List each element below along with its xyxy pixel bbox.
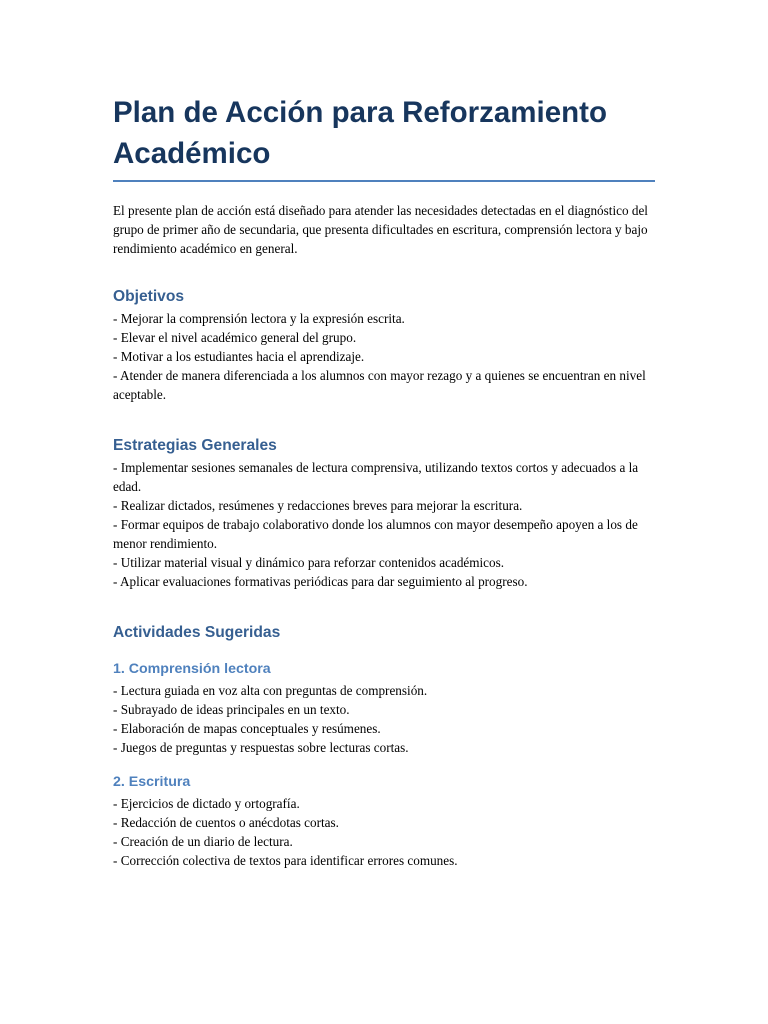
section-heading-actividades: Actividades Sugeridas: [113, 624, 281, 641]
list-item: - Lectura guiada en voz alta con preguntas de comprensión.: [113, 683, 428, 698]
subsection-comprension: [113, 659, 655, 757]
list-item: - Atender de manera diferenciada a los alumnos con mayor rezago y a quienes se encuentran en nivel aceptable.: [113, 368, 646, 402]
list-item: - Implementar sesiones semanales de lectura comprensiva, utilizando textos cortos y adecuados a la edad.: [113, 460, 639, 494]
list-item: - Elaboración de mapas conceptuales y resúmenes.: [113, 721, 381, 736]
list-item: - Corrección colectiva de textos para identificar errores comunes.: [113, 853, 458, 868]
section-heading-estrategias: Estrategias Generales: [113, 437, 277, 454]
objetivos-list: [113, 309, 655, 404]
subsection-heading-comprension: 1. Comprensión lectora: [113, 661, 271, 677]
section-heading-objetivos: Objetivos: [113, 288, 185, 305]
subsection-heading-escritura: 2. Escritura: [113, 774, 191, 790]
section-actividades: [113, 623, 655, 870]
estrategias-list: [113, 458, 655, 591]
section-estrategias: [113, 436, 655, 591]
subsection-escritura: [113, 772, 655, 870]
list-item: - Formar equipos de trabajo colaborativo donde los alumnos con mayor desempeño apoyen a los de menor rendimiento.: [113, 517, 638, 551]
list-item: - Motivar a los estudiantes hacia el aprendizaje.: [113, 349, 365, 364]
section-objetivos: [113, 287, 655, 404]
document-page: [113, 92, 655, 870]
intro-paragraph: El presente plan de acción está diseñado para atender las necesidades detectadas en el diagnóstico del grupo de primer año de secundaria, que presenta dificultades en escritura, comprensión lectora y bajo rendimiento académico en general.: [113, 203, 648, 256]
list-item: - Aplicar evaluaciones formativas periódicas para dar seguimiento al progreso.: [113, 574, 528, 589]
list-item: - Subrayado de ideas principales en un texto.: [113, 702, 350, 717]
list-item: - Creación de un diario de lectura.: [113, 834, 293, 849]
comprension-list: [113, 681, 655, 757]
list-item: - Juegos de preguntas y respuestas sobre lecturas cortas.: [113, 740, 409, 755]
escritura-list: [113, 794, 655, 870]
list-item: - Utilizar material visual y dinámico para reforzar contenidos académicos.: [113, 555, 505, 570]
document-title: Plan de Acción para Reforzamiento Académico: [113, 92, 655, 182]
list-item: - Ejercicios de dictado y ortografía.: [113, 796, 300, 811]
list-item: - Elevar el nivel académico general del grupo.: [113, 330, 357, 345]
list-item: - Redacción de cuentos o anécdotas cortas.: [113, 815, 339, 830]
list-item: - Realizar dictados, resúmenes y redacciones breves para mejorar la escritura.: [113, 498, 523, 513]
list-item: - Mejorar la comprensión lectora y la expresión escrita.: [113, 311, 405, 326]
